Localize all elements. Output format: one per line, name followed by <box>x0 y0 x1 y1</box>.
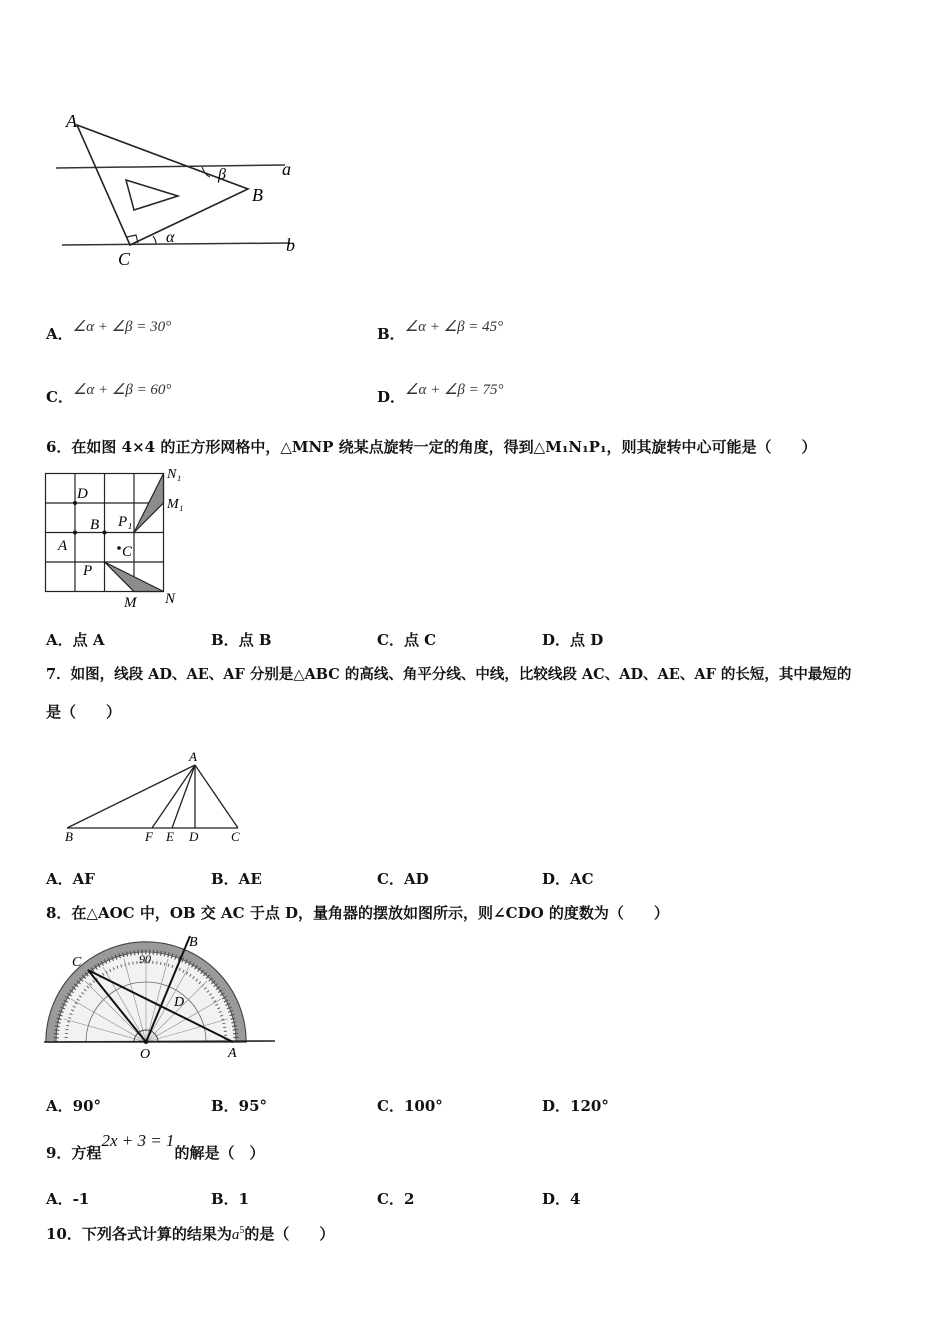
label-beta: β <box>218 166 226 183</box>
q5-option-a[interactable] <box>46 319 172 344</box>
q7-option-c[interactable]: C．AD <box>377 870 429 888</box>
label-C: C <box>122 544 133 560</box>
label-F: F <box>145 829 153 844</box>
q8-option-c[interactable]: C．100° <box>377 1097 443 1115</box>
label-O: O <box>140 1047 151 1062</box>
option-expression: ∠α + ∠β = 30° <box>72 319 172 335</box>
q6-option-b[interactable]: B．点 B <box>211 631 272 649</box>
option-letter: C． <box>46 388 73 406</box>
q7-option-b[interactable]: B．AE <box>211 870 262 888</box>
q6-option-c[interactable]: C．点 C <box>377 631 437 649</box>
line-b <box>62 243 290 245</box>
q9-text-after: 的解是（ ） <box>174 1144 265 1162</box>
option-letter: A． <box>46 325 73 343</box>
label-P: P <box>83 563 93 579</box>
option-letter: D． <box>377 388 406 406</box>
option-expression: ∠α + ∠β = 60° <box>72 382 172 398</box>
point-a <box>73 531 77 535</box>
q9-option-a[interactable]: A．-1 <box>46 1190 90 1208</box>
label-line-b: b <box>286 235 295 255</box>
q5-option-b[interactable] <box>377 319 504 344</box>
q6-question-text: 6．在如图 4×4 的正方形网格中，△MNP 绕某点旋转一定的角度，得到△M₁N₁P₁，则其旋转中心可能是（ ） <box>46 438 817 456</box>
label-C: C <box>118 249 131 269</box>
angle-alpha-arc <box>153 236 156 244</box>
label-A: A <box>189 749 197 764</box>
label-D: D <box>189 829 199 844</box>
label-A: A <box>58 538 68 554</box>
q7-question-text-line2: 是（ ） <box>46 703 122 721</box>
triangle-abc <box>77 125 248 245</box>
q9-option-d[interactable]: D．4 <box>542 1190 581 1208</box>
q10-question <box>46 1223 334 1244</box>
q8-protractor-figure <box>40 930 280 1065</box>
q6-grid-figure <box>40 464 195 612</box>
q7-option-d[interactable]: D．AC <box>542 870 594 888</box>
q10-text-before: 10．下列各式计算的结果为 <box>46 1225 232 1243</box>
q9-equation: 2x + 3 = 1 <box>101 1131 175 1150</box>
label-N: N <box>165 591 176 607</box>
q9-option-b[interactable]: B．1 <box>211 1190 250 1208</box>
option-expression: ∠α + ∠β = 45° <box>404 319 504 335</box>
q5-option-d[interactable] <box>377 382 504 407</box>
label-B: B <box>252 185 263 205</box>
point-b <box>103 531 107 535</box>
median-af <box>152 765 195 828</box>
q5-option-c[interactable] <box>46 382 172 407</box>
q7-triangle-figure <box>55 745 255 845</box>
label-B: B <box>189 935 198 950</box>
point-c <box>117 546 121 550</box>
q10-exponent: 5 <box>239 1225 245 1236</box>
q7-option-a[interactable]: A．AF <box>46 870 95 888</box>
label-E: E <box>166 829 174 844</box>
q6-option-d[interactable]: D．点 D <box>542 631 604 649</box>
label-line-a: a <box>282 159 291 179</box>
q8-option-a[interactable]: A．90° <box>46 1097 102 1115</box>
line-a <box>56 165 285 168</box>
q8-option-d[interactable]: D．120° <box>542 1097 609 1115</box>
q5-figure <box>50 105 310 275</box>
q9-text-before: 9．方程 <box>46 1144 102 1162</box>
label-90: 90 <box>139 952 151 966</box>
q10-base: a <box>231 1227 240 1243</box>
q10-text-after: 的是（ ） <box>244 1225 335 1243</box>
label-alpha: α <box>166 229 175 246</box>
label-C: C <box>72 955 82 970</box>
side-ac <box>195 765 238 828</box>
label-M1: M₁ <box>167 497 184 512</box>
q9-option-c[interactable]: C．2 <box>377 1190 415 1208</box>
option-letter: B． <box>377 325 405 343</box>
q8-question-text: 8．在△AOC 中，OB 交 AC 于点 D，量角器的摆放如图所示，则∠CDO 的度数为（ ） <box>46 904 669 922</box>
label-B: B <box>90 517 100 533</box>
point-o <box>144 1040 148 1044</box>
label-C: C <box>231 829 240 844</box>
baseline <box>44 1041 275 1042</box>
label-D: D <box>77 486 88 502</box>
label-P1: P₁ <box>118 514 133 530</box>
label-M: M <box>124 595 137 611</box>
q8-option-b[interactable]: B．95° <box>211 1097 268 1115</box>
label-B: B <box>65 829 73 844</box>
option-expression: ∠α + ∠β = 75° <box>405 382 504 398</box>
inner-triangle <box>126 180 178 210</box>
label-N1: N₁ <box>167 467 182 482</box>
label-A: A <box>66 111 77 131</box>
q9-question <box>46 1131 265 1163</box>
q6-option-a[interactable]: A．点 A <box>46 631 105 649</box>
label-A: A <box>228 1046 237 1061</box>
label-D: D <box>174 995 185 1010</box>
q7-question-text-line1: 7．如图，线段 AD、AE、AF 分别是△ABC 的高线、角平分线、中线，比较线段 AC、AD、AE、AF 的长短，其中最短的 <box>46 666 852 683</box>
